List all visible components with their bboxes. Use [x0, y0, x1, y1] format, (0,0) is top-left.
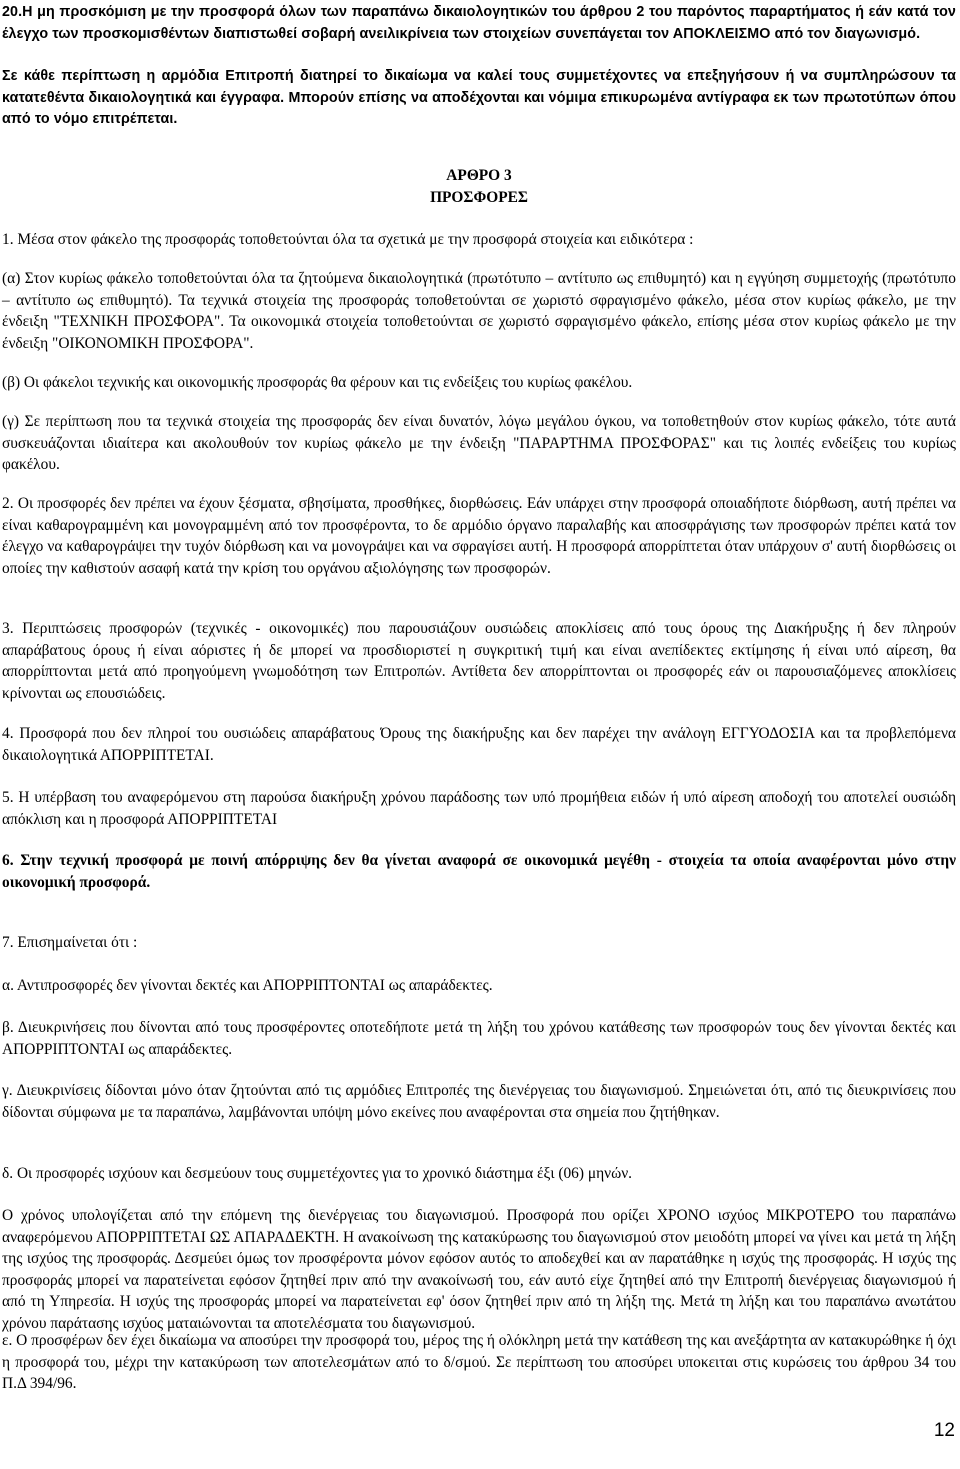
section-7d: δ. Οι προσφορές ισχύουν και δεσμεύουν τους συμμετέχοντες για το χρονικό διάστημα έξι (06) μηνών.	[2, 1165, 633, 1182]
paragraph-committee-rights	[2, 66, 956, 131]
offer-validity-paragraph: Ο χρόνος υπολογίζεται από την επόμενη της διενέργειας του διαγωνισμού. Προσφορά που ορίζει ΧΡΟΝΟ ισχύος ΜΙΚΡΟΤΕΡΟ του παραπάνω αναφερόμενου ΑΠΟΡΡΙΠΤΕΤΑΙ ΩΣ ΑΠΑΡΑΔΕΚΤΗ. Η ανακοίνωση της κατακύρωσης του διαγωνισμού στον μειοδότη μπορεί να γίνει και μετά τη λήξη της ισχύος της προσφοράς. Δεσμεύει όμως τον προσφέροντα μόνον εφόσον αυτός το αποδεχθεί και αν παρατάθηκε η ισχύς της προσφοράς. Η ισχύς της προσφοράς μπορεί να παρατείνεται εφόσον ζητηθεί πριν από την ανακοίνωσή του, εάν αυτό είχε ζητηθεί από την Επιτροπή διενέργειας διαγωνισμού ή από τη Υπηρεσία. Η ισχύς της προσφοράς μπορεί να παρατείνεται εφ' όσον ζητηθεί πριν από τη λήξη της. Μετά τη λήξη και του παραπάνω ανωτάτου χρόνου παράτασης ισχύος ματαιώνονται τα αποτελέσματα του διαγωνισμού.	[2, 1207, 956, 1332]
committee-rights-text: Σε κάθε περίπτωση η αρμόδια Επιτροπή διατηρεί το δικαίωμα να καλεί τους συμμετέχοντες να επεξηγήσουν ή να συμπληρώσουν τα κατατεθέντα δικαιολογητικά και έγγραφα.	[2, 68, 956, 106]
section-7c: γ. Διευκρινίσεις δίδονται μόνο όταν ζητούνται από τις αρμόδιες Επιτροπές της διενέργειας του διαγωνισμού. Σημειώνεται ότι, από τις διευκρινίσεις που δίδονται σύμφωνα με τα παραπάνω, λαμβάνονται υπόψη μόνο εκείνες που αναφέρονται στα σημεία που ζητήθηκαν.	[2, 1082, 956, 1121]
section-7a: α. Αντιπροσφορές δεν γίνονται δεκτές και ΑΠΟΡΡΙΠΤΟΝΤΑΙ ως απαράδεκτες.	[2, 977, 493, 994]
section-4: 4. Προσφορά που δεν πληροί του ουσιώδεις απαράβατους Όρους της διακήρυξης και δεν παρέχει την ανάλογη ΕΓΓΥΟΔΟΣΙΑ και τα προβλεπόμενα δικαιολογητικά ΑΠΟΡΡΙΠΤΕΤΑΙ.	[2, 725, 956, 764]
section-7e: ε. Ο προσφέρων δεν έχει δικαίωμα να αποσύρει την προσφορά του, μέρος της ή ολόκληρη μετά την κατάθεση της και ανεξάρτητα αν κατακυρώθηκε ή όχι η προσφορά του, μέχρι την κατακύρωση των αποτελεσμάτων από το δ/σμού. Σε περίπτωση του αποσύρει υποκειται στις κυρώσεις του άρθρου 34 του Π.Δ 394/96.	[2, 1332, 956, 1392]
section-1: 1. Μέσα στον φάκελο της προσφοράς τοποθετούνται όλα τα σχετικά με την προσφορά στοιχεία και ειδικότερα :	[2, 231, 694, 248]
section-1b: (β) Οι φάκελοι τεχνικής και οικονομικής προσφοράς θα φέρουν και τις ενδείξεις του κυρίως φακέλου.	[2, 374, 633, 391]
section-5: 5. Η υπέρβαση του αναφερόμενου στη παρούσα διακήρυξη χρόνου παράδοσης των υπό προμήθεια ειδών ή υπό αίρεση αποδοχή του αποτελεί ουσιώδη απόκλιση και η προσφορά ΑΠΟΡΡΙΠΤΕΤΑΙ	[2, 789, 956, 828]
paragraph-20: 20.Η μη προσκόμιση με την προσφορά όλων των παραπάνω δικαιολογητικών του άρθρου 2 του παρόντος παραρτήματος ή εάν κατά τον έλεγχο των προσκομισθέντων διαπιστωθεί σοβαρή ανειλικρίνεια των στοιχείων συνεπάγεται τον ΑΠΟΚΛΕΙΣΜΟ από τον διαγωνισμό.	[2, 4, 956, 42]
article-subtitle: ΠΡΟΣΦΟΡΕΣ	[430, 189, 528, 206]
section-2: 2. Οι προσφορές δεν πρέπει να έχουν ξέσματα, σβησίματα, προσθήκες, διορθώσεις. Εάν υπάρχει στην προσφορά οποιαδήποτε διόρθωση, αυτή πρέπει να είναι καθαρογραμμένη και μονογραμμένη από τον προσφέροντα, το δε αρμόδιο όργανο παραλαβής και αποσφράγισης των προσφορών πρέπει κατά τον έλεγχο να καθαρογράψει την τυχόν διόρθωση και να μονογράψει και να σφραγίσει αυτή. Η προσφορά απορρίπτεται όταν υπάρχουν σ' αυτή διορθώσεις οι οποίες την καθιστούν ασαφή κατά την κρίση του οργάνου αξιολόγησης των προσφορών.	[2, 495, 956, 577]
article-title: ΑΡΘΡΟ 3	[446, 167, 512, 184]
section-7b: β. Διευκρινήσεις που δίνονται από τους προσφέροντες οποτεδήποτε μετά τη λήξη του χρόνου κατάθεσης των προσφορών τους δεν γίνονται δεκτές και ΑΠΟΡΡΙΠΤΟΝΤΑΙ ως απαράδεκτες.	[2, 1019, 956, 1058]
section-1a: (α) Στον κυρίως φάκελο τοποθετούνται όλα τα ζητούμενα δικαιολογητικά (πρωτότυπο – αντίτυπο ως επιθυμητό) και η εγγύηση συμμετοχής (πρωτότυπο – αντίτυπο ως επιθυμητό). Τα τεχνικά στοιχεία της προσφοράς τοποθετούνται σε χωριστό σφραγισμένο φάκελο, μέσα στον κυρίως φάκελο, με την ένδειξη "ΤΕΧΝΙΚΗ ΠΡΟΣΦΟΡΑ". Τα οικονομικά στοιχεία τοποθετούνται σε χωριστό σφραγισμένο φάκελο, επίσης μέσα στον κυρίως φάκελο με την ένδειξη "ΟΙΚΟΝΟΜΙΚΗ ΠΡΟΣΦΟΡΑ".	[2, 270, 956, 352]
section-6: 6. Στην τεχνική προσφορά με ποινή απόρριψης δεν θα γίνεται αναφορά σε οικονομικά μεγέθη - στοιχεία τα οποία αναφέρονται μόνο στην οικονομική προσφορά.	[2, 852, 956, 891]
section-3: 3. Περιπτώσεις προσφορών (τεχνικές - οικονομικές) που παρουσιάζουν ουσιώδεις αποκλίσεις από τους όρους της Διακήρυξης ή δεν πληρούν απαράβατους όρους ή είναι αόριστες ή δε μπορεί να προσδιοριστεί η συγκριτική τιμή και είναι ανεπίδεκτες εκτίμησης ή είναι υπό αίρεση, θα απορρίπτονται μετά από προηγούμενη γνωμοδότηση των Επιτροπών. Αντίθετα δεν απορρίπτονται οι προσφορές εάν οι παρουσιαζόμενες αποκλίσεις κρίνονται ως επουσιώδεις.	[2, 620, 956, 702]
page-number: 12	[933, 1420, 955, 1441]
section-1c: (γ) Σε περίπτωση που τα τεχνικά στοιχεία της προσφοράς δεν είναι δυνατόν, λόγω μεγάλου όγκου, να τοποθετηθούν στον κυρίως φάκελο, τότε αυτά συσκευάζονται ιδιαίτερα και ακολουθούν τον κυρίως φάκελο με την ένδειξη "ΠΑΡΑΡΤΗΜΑ ΠΡΟΣΦΟΡΑΣ" και τις λοιπές ενδείξεις του κυρίως φακέλου.	[2, 413, 956, 473]
certified-copies-text: Μπορούν επίσης να αποδέχονται και νόμιμα επικυρωμένα αντίγραφα εκ των πρωτοτύπων όπου από το νόμο επιτρέπεται.	[2, 89, 956, 127]
section-7: 7. Επισημαίνεται ότι :	[2, 934, 138, 951]
